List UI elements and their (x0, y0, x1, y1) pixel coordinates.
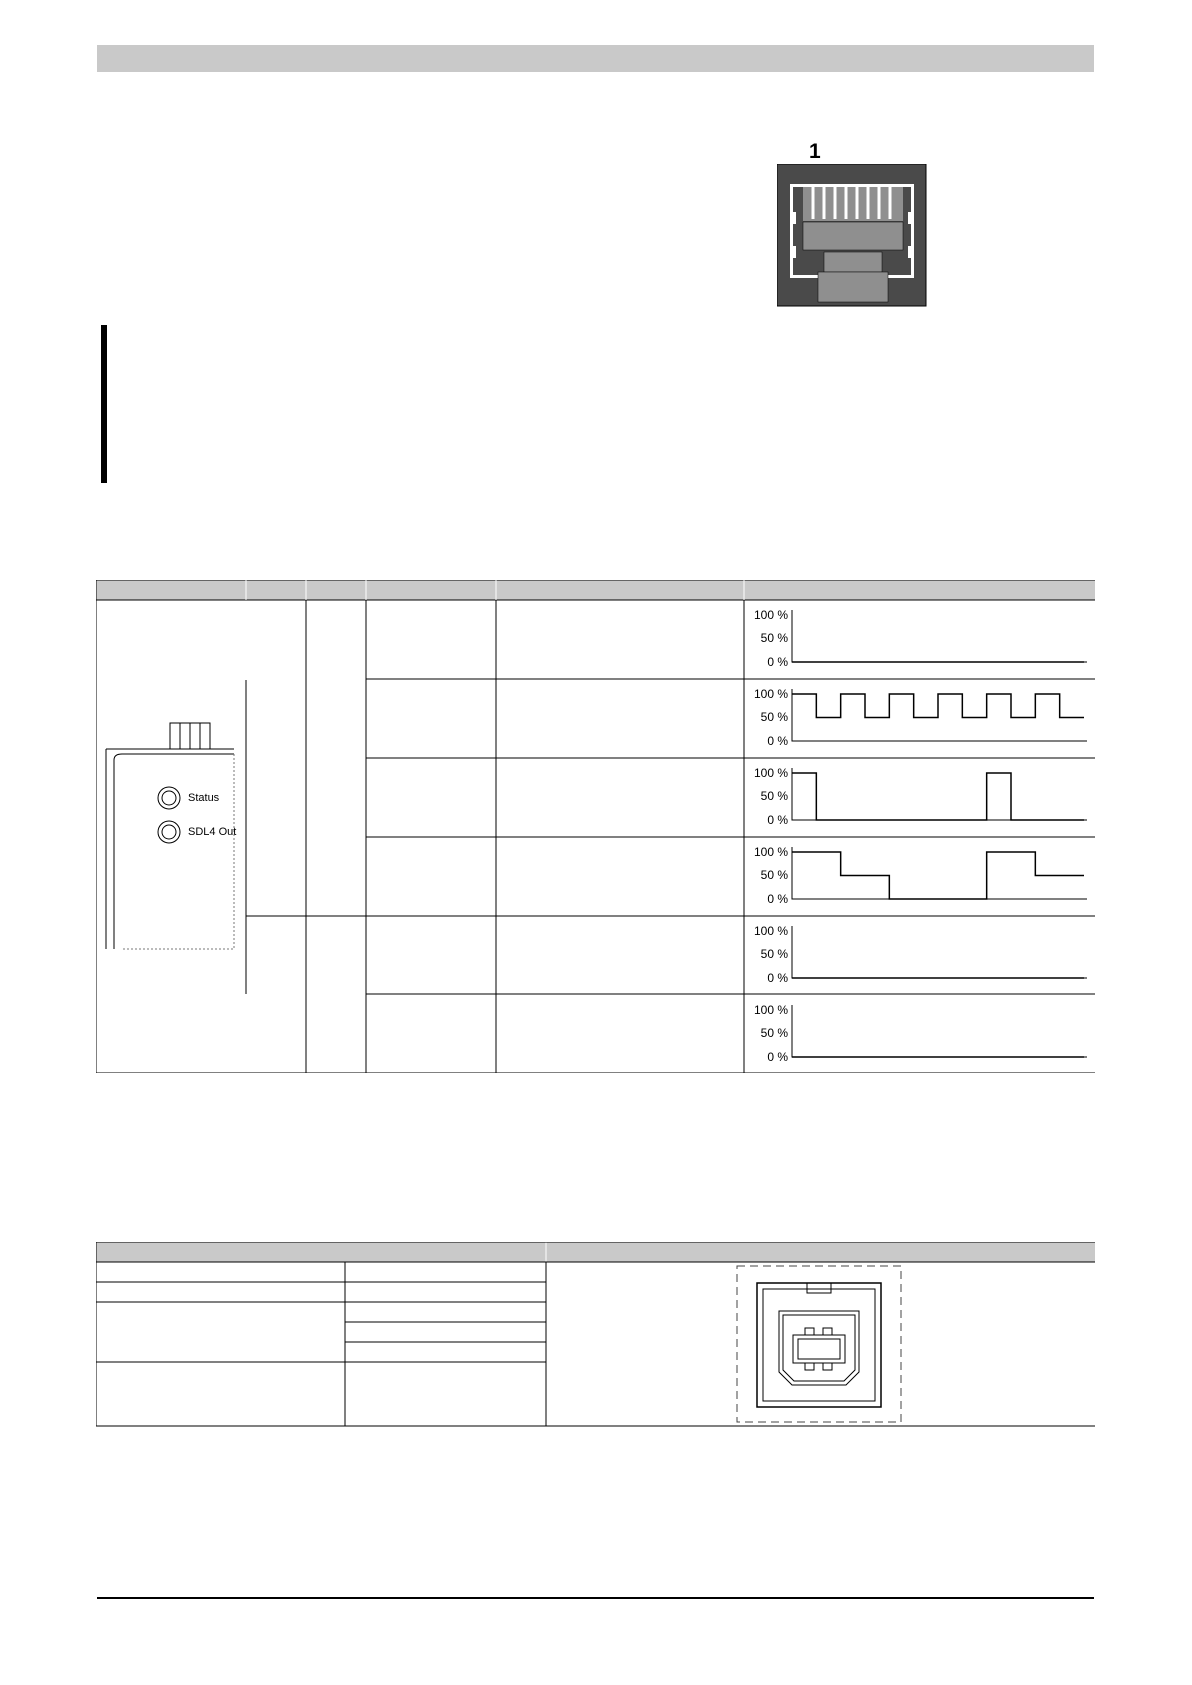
axis-tick-label: 100 % (753, 687, 788, 701)
axis-tick-label: 0 % (767, 734, 788, 748)
led-pattern-charts (744, 600, 1095, 1073)
axis-tick-label: 50 % (760, 631, 788, 645)
axis-tick-label: 100 % (753, 1003, 788, 1017)
figure-number-label: 1 (809, 140, 821, 163)
axis-tick-label: 0 % (767, 1050, 788, 1064)
axis-tick-label: 0 % (767, 892, 788, 906)
led-chart-2 (744, 679, 1095, 758)
axis-tick-label: 50 % (760, 868, 788, 882)
led-chart-1 (744, 600, 1095, 679)
axis-tick-label: 50 % (760, 947, 788, 961)
axis-tick-label: 100 % (753, 766, 788, 780)
axis-tick-label: 100 % (753, 924, 788, 938)
led-chart-6 (744, 995, 1095, 1074)
led-status-table (96, 580, 1095, 1073)
axis-tick-label: 50 % (760, 789, 788, 803)
led-signal-line (792, 773, 1084, 820)
led-signal-line (792, 694, 1084, 718)
usb-connector-table (96, 1242, 1095, 1427)
axis-tick-label: 0 % (767, 971, 788, 985)
chart-axis (792, 689, 1087, 741)
axis-tick-label: 50 % (760, 1026, 788, 1040)
usb-type-b-icon (737, 1266, 901, 1422)
status-led-label: Status (188, 792, 220, 804)
chart-axis (792, 926, 1087, 978)
axis-tick-label: 50 % (760, 710, 788, 724)
axis-tick-label: 100 % (753, 845, 788, 859)
led-chart-5 (744, 916, 1095, 995)
rj45-connector-icon (777, 164, 927, 307)
revision-change-bar (101, 325, 107, 483)
chart-axis (792, 768, 1087, 820)
chart-axis (792, 610, 1087, 662)
chart-axis (792, 1005, 1087, 1057)
sdl4-out-led-label: SDL4 Out (188, 826, 237, 838)
axis-tick-label: 0 % (767, 813, 788, 827)
page-header-bar (97, 45, 1094, 72)
chart-axis (792, 847, 1087, 899)
axis-tick-label: 0 % (767, 655, 788, 669)
led-chart-3 (744, 758, 1095, 837)
led-signal-line (792, 852, 1084, 899)
axis-tick-label: 100 % (753, 608, 788, 622)
led-chart-4 (744, 837, 1095, 916)
page-footer-line (97, 1597, 1094, 1599)
